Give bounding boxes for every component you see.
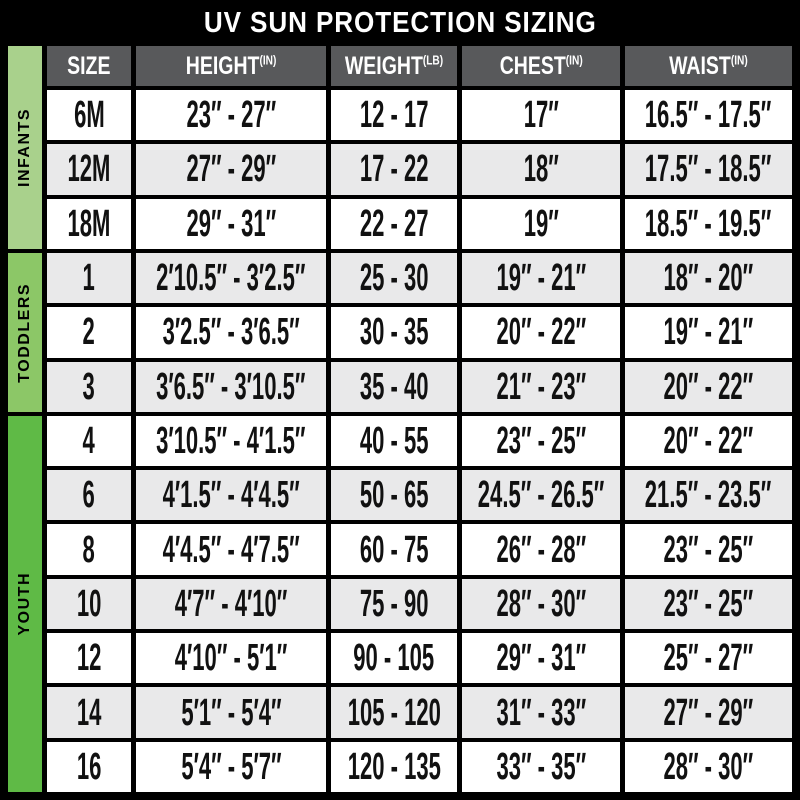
cell-chest: 21″ - 23″ [462, 362, 620, 412]
cell-height: 23″ - 27″ [136, 90, 326, 140]
cell-weight: 90 - 105 [331, 633, 457, 683]
cell-waist: 20″ - 22″ [625, 416, 792, 466]
sizing-table [8, 46, 792, 792]
cell-chest: 19″ [462, 199, 620, 249]
cell-weight: 22 - 27 [331, 199, 457, 249]
cell-chest: 20″ - 22″ [462, 307, 620, 357]
column-header-waist [625, 46, 792, 86]
cell-weight: 40 - 55 [331, 416, 457, 466]
cell-chest: 33″ - 35″ [462, 742, 620, 792]
cell-weight: 105 - 120 [331, 687, 457, 737]
cell-chest: 18″ [462, 144, 620, 194]
cell-waist: 20″ - 22″ [625, 362, 792, 412]
cell-weight: 25 - 30 [331, 253, 457, 303]
column-header-size [47, 46, 131, 86]
cell-waist: 28″ - 30″ [625, 742, 792, 792]
cell-size: 2 [47, 307, 131, 357]
cell-size: 3 [47, 362, 131, 412]
cell-waist: 18″ - 20″ [625, 253, 792, 303]
title-bar [0, 0, 800, 46]
header-unit: (IN) [565, 52, 583, 68]
column-header-chest [462, 46, 620, 86]
cell-weight: 17 - 22 [331, 144, 457, 194]
cell-weight: 60 - 75 [331, 524, 457, 574]
cell-waist: 23″ - 25″ [625, 524, 792, 574]
cell-size: 1 [47, 253, 131, 303]
cell-chest: 23″ - 25″ [462, 416, 620, 466]
header-label: SIZE [67, 51, 111, 80]
cell-height: 3′2.5″ - 3′6.5″ [136, 307, 326, 357]
cell-chest: 29″ - 31″ [462, 633, 620, 683]
cell-size: 6 [47, 470, 131, 520]
header-unit: (IN) [730, 52, 748, 68]
cell-height: 5′4″ - 5′7″ [136, 742, 326, 792]
cell-height: 4′4.5″ - 4′7.5″ [136, 524, 326, 574]
cell-waist: 23″ - 25″ [625, 579, 792, 629]
cell-height: 29″ - 31″ [136, 199, 326, 249]
page-title: UV SUN PROTECTION SIZING [203, 6, 597, 39]
section-label-infants: INFANTS [16, 107, 33, 187]
section-label-toddlers: TODDLERS [16, 282, 33, 383]
cell-size: 18M [47, 199, 131, 249]
column-header-weight [331, 46, 457, 86]
header-label: CHEST [499, 51, 566, 80]
cell-waist: 17.5″ - 18.5″ [625, 144, 792, 194]
cell-waist: 27″ - 29″ [625, 687, 792, 737]
cell-height: 4′1.5″ - 4′4.5″ [136, 470, 326, 520]
cell-weight: 30 - 35 [331, 307, 457, 357]
section-toddlers [8, 253, 42, 412]
cell-chest: 24.5″ - 26.5″ [462, 470, 620, 520]
cell-height: 3′6.5″ - 3′10.5″ [136, 362, 326, 412]
header-label: WAIST [669, 51, 731, 80]
header-label: WEIGHT [344, 51, 423, 80]
cell-size: 16 [47, 742, 131, 792]
cell-weight: 12 - 17 [331, 90, 457, 140]
header-label: HEIGHT [185, 51, 260, 80]
cell-chest: 19″ - 21″ [462, 253, 620, 303]
cell-waist: 16.5″ - 17.5″ [625, 90, 792, 140]
section-infants [8, 46, 42, 249]
cell-size: 4 [47, 416, 131, 466]
cell-chest: 26″ - 28″ [462, 524, 620, 574]
cell-weight: 120 - 135 [331, 742, 457, 792]
cell-size: 8 [47, 524, 131, 574]
cell-height: 2′10.5″ - 3′2.5″ [136, 253, 326, 303]
cell-height: 4′7″ - 4′10″ [136, 579, 326, 629]
cell-weight: 50 - 65 [331, 470, 457, 520]
cell-height: 27″ - 29″ [136, 144, 326, 194]
cell-height: 3′10.5″ - 4′1.5″ [136, 416, 326, 466]
section-youth [8, 416, 42, 792]
cell-size: 12M [47, 144, 131, 194]
cell-size: 12 [47, 633, 131, 683]
cell-weight: 35 - 40 [331, 362, 457, 412]
cell-waist: 18.5″ - 19.5″ [625, 199, 792, 249]
cell-height: 5′1″ - 5′4″ [136, 687, 326, 737]
cell-height: 4′10″ - 5′1″ [136, 633, 326, 683]
header-unit: (IN) [259, 52, 277, 68]
column-header-height [136, 46, 326, 86]
cell-size: 14 [47, 687, 131, 737]
cell-chest: 28″ - 30″ [462, 579, 620, 629]
cell-weight: 75 - 90 [331, 579, 457, 629]
section-label-youth: YOUTH [16, 572, 33, 636]
header-unit: (LB) [422, 52, 444, 68]
cell-waist: 25″ - 27″ [625, 633, 792, 683]
cell-size: 10 [47, 579, 131, 629]
cell-size: 6M [47, 90, 131, 140]
cell-chest: 31″ - 33″ [462, 687, 620, 737]
cell-waist: 21.5″ - 23.5″ [625, 470, 792, 520]
cell-waist: 19″ - 21″ [625, 307, 792, 357]
cell-chest: 17″ [462, 90, 620, 140]
